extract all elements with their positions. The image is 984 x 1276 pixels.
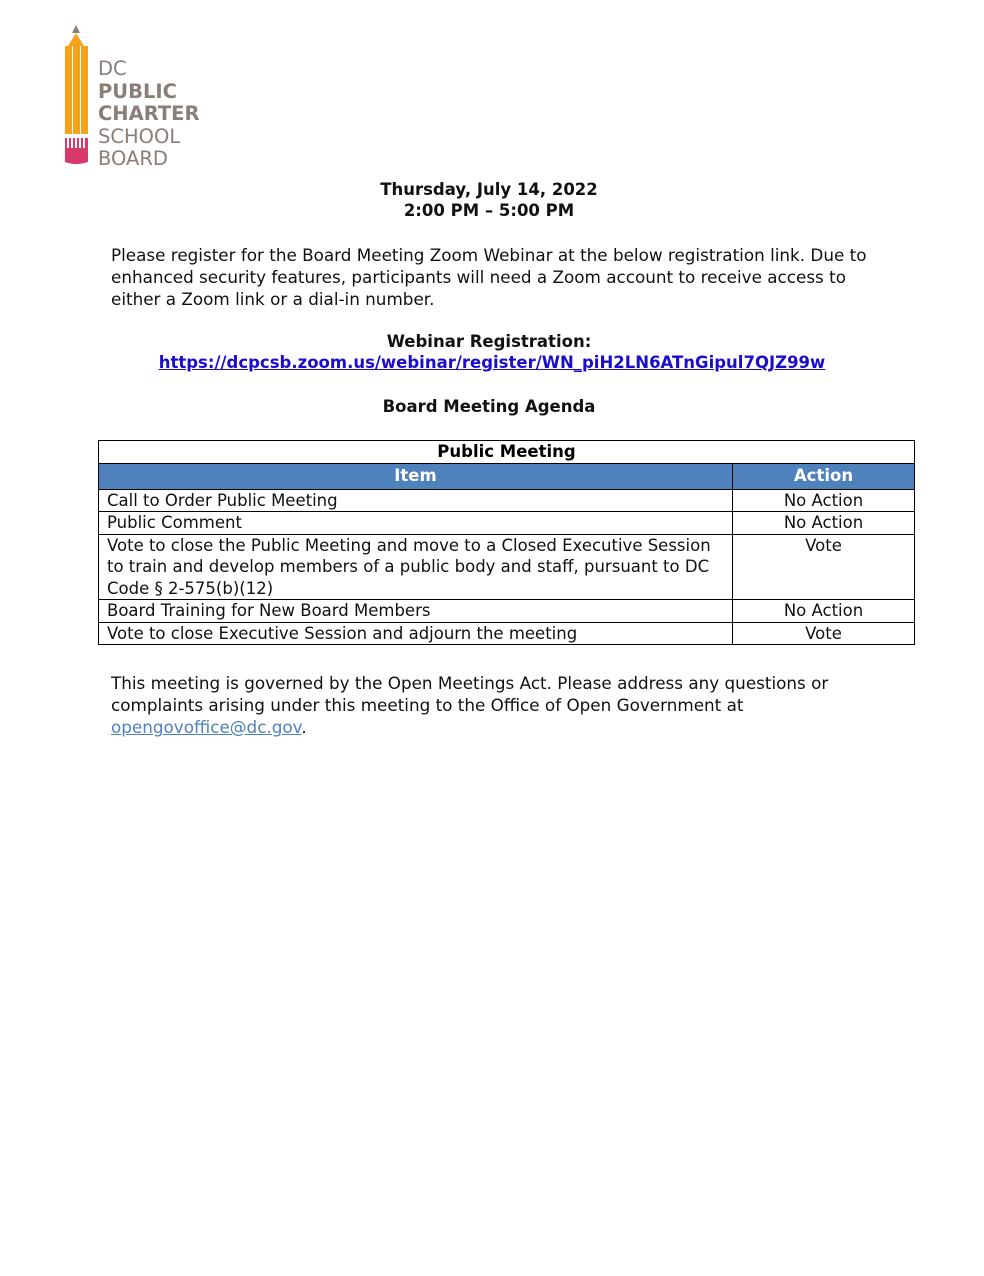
item-cell: Board Training for New Board Members <box>99 600 733 623</box>
agenda-table <box>98 440 915 645</box>
table-row <box>99 512 915 535</box>
logo-line: BOARD <box>98 147 168 170</box>
logo-line: SCHOOL <box>98 124 181 148</box>
item-cell: Public Comment <box>99 512 733 535</box>
closing-text: This meeting is governed by the Open Meetings Act. Please address any questions or complaints arising under this meeting to the Office of Open Government at <box>111 673 829 715</box>
logo-line: CHARTER <box>98 102 200 125</box>
section-title: Public Meeting <box>99 441 915 464</box>
item-cell: Vote to close Executive Session and adjourn the meeting <box>99 622 733 645</box>
item-cell: Call to Order Public Meeting <box>99 489 733 512</box>
table-header-row <box>99 463 915 489</box>
table-row <box>99 489 915 512</box>
webinar-registration-link[interactable]: https://dcpcsb.zoom.us/webinar/register/WN_piH2LN6ATnGipul7QJZ99w <box>158 353 826 372</box>
agenda-title: Board Meeting Agenda <box>382 397 596 416</box>
logo-line: PUBLIC <box>98 79 177 103</box>
table-row <box>99 622 915 645</box>
intro-paragraph: Please register for the Board Meeting Zoom Webinar at the below registration link. Due to enhanced security features, participants will need a Zoom account to receive access to either a Zoom link or a dial-in number. <box>111 245 867 309</box>
closing-paragraph <box>111 672 891 738</box>
logo-line: DC <box>98 57 127 80</box>
table-row <box>99 600 915 623</box>
column-header-action: Action <box>733 463 915 489</box>
dcpcsb-logo <box>62 24 222 169</box>
closing-end: . <box>301 717 307 737</box>
column-header-item: Item <box>99 463 733 489</box>
action-cell: No Action <box>733 600 915 623</box>
email-link[interactable]: opengovoffice@dc.gov <box>111 717 302 737</box>
action-cell: No Action <box>733 512 915 535</box>
webinar-label: Webinar Registration: <box>386 332 592 351</box>
table-row <box>99 534 915 600</box>
meeting-date: Thursday, July 14, 2022 <box>380 180 598 199</box>
action-cell: No Action <box>733 489 915 512</box>
table-section-row <box>99 441 915 464</box>
meeting-time: 2:00 PM – 5:00 PM <box>403 201 575 220</box>
action-cell: Vote <box>733 622 915 645</box>
pencil-icon <box>62 24 92 169</box>
item-cell: Vote to close the Public Meeting and move to a Closed Executive Session to train and develop members of a public body and staff, pursuant to DC Code § 2-575(b)(12) <box>99 534 733 600</box>
logo-wordmark <box>98 58 200 171</box>
action-cell: Vote <box>733 534 915 600</box>
